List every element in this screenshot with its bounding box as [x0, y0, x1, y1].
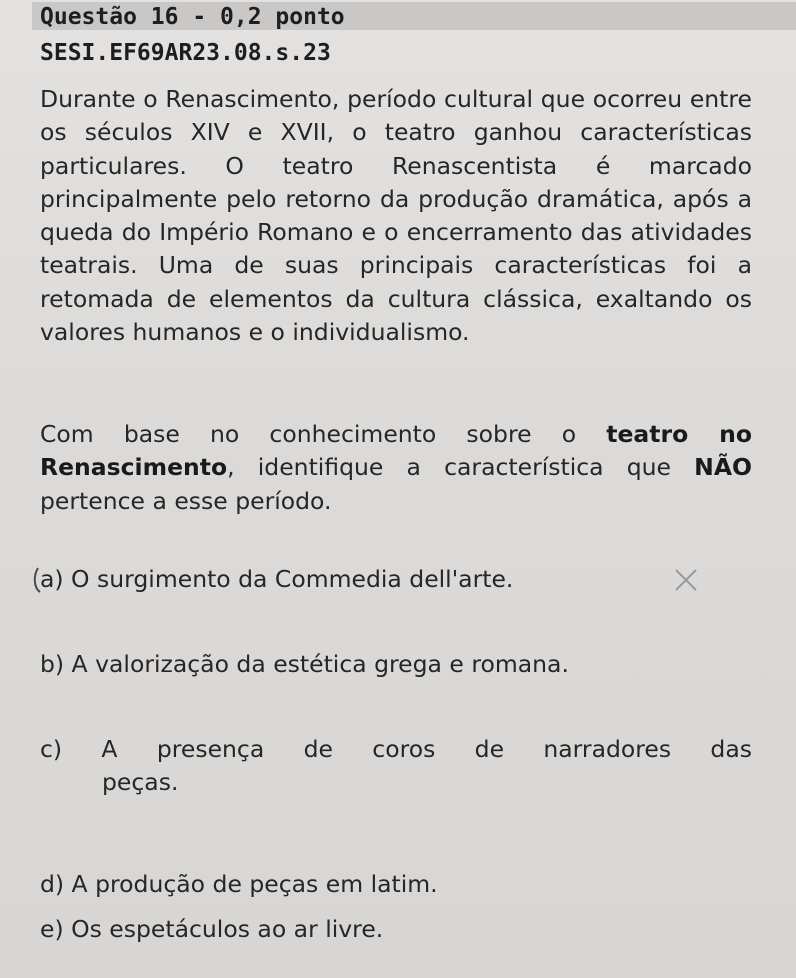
option-d[interactable]: d) A produção de peças em latim.	[40, 870, 438, 898]
pen-mark-cross	[672, 566, 702, 596]
question-prompt-paragraph	[40, 418, 752, 518]
option-a[interactable]: a) O surgimento da Commedia dell'arte.	[40, 565, 514, 593]
prompt-text-2: , identifique a característica que	[227, 453, 695, 482]
option-b[interactable]: b) A valorização da estética grega e romana.	[40, 650, 569, 678]
question-code: SESI.EF69AR23.08.s.23	[40, 40, 331, 66]
prompt-text-3: pertence a esse período.	[40, 486, 332, 515]
option-c[interactable]	[40, 733, 752, 800]
pen-mark-circle	[30, 562, 66, 598]
option-c-line1: c) A presença de coros de narradores das	[40, 735, 752, 763]
option-c-line2: peças.	[102, 768, 179, 797]
prompt-text-1: Com base no conhecimento sobre o	[40, 420, 607, 448]
option-e[interactable]: e) Os espetáculos ao ar livre.	[40, 915, 384, 943]
prompt-bold-topic: teatro no Renascimento	[40, 420, 752, 482]
question-title: Questão 16 - 0,2 ponto	[40, 4, 345, 30]
prompt-bold-negation: NÃO	[694, 453, 752, 482]
question-context-paragraph: Durante o Renascimento, período cultural que ocorreu entre os séculos XIV e XVII, o teatro ganhou características particulares. O teatro Renascentista é marcado principalmente pelo retorno da produção dramática, após a queda do Império Romano e o encerramento das atividades teatrais. Uma de suas principais características foi a retomada de elementos da cultura clássica, exaltando os valores humanos e o individualismo.	[40, 85, 752, 347]
